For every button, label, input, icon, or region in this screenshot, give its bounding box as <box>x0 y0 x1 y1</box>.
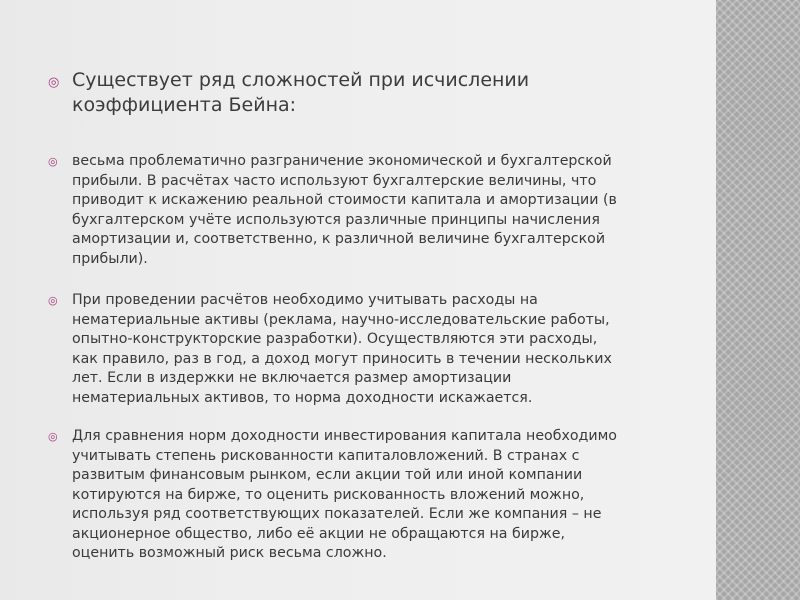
bullet-text-3: Для сравнения норм доходности инвестирования капитала необходимо учитывать степень рискованности капиталовложений. В странах с развитым финансовым рынком, если акции той или иной компании котируются на бирже, то оценить рискованность вложений можно, используя ряд соответствующих показателей. Если же компания – не акционерное общество, либо её акции не обращаются на бирже, оценить возможный риск весьма сложно. <box>72 428 617 561</box>
bullet-icon: ◎ <box>48 294 58 307</box>
bullet-text-1: весьма проблематично разграничение экономической и бухгалтерской прибыли. В расчётах часто используют бухгалтерские величины, что приводит к искажению реальной стоимости капитала и амортизации (в бухгалтерском учёте используются различные принципы начисления амортизации и, соответственно, к различной величине бухгалтерской прибыли). <box>72 153 617 267</box>
slide-heading: Существует ряд сложностей при исчислении коэффициента Бейна: <box>72 69 530 116</box>
bullet-item-3 <box>48 427 692 564</box>
bullet-icon: ◎ <box>48 75 60 90</box>
decorative-side-panel <box>716 0 800 600</box>
bullet-icon: ◎ <box>48 155 58 168</box>
heading-bullet-item <box>48 68 672 118</box>
bullet-item-2 <box>48 291 692 408</box>
bullet-icon: ◎ <box>48 430 58 443</box>
bullet-text-2: При проведении расчётов необходимо учитывать расходы на нематериальные активы (реклама, научно-исследовательские работы, опытно-конструкторские разработки). Осуществляются эти расходы, как правило, раз в год, а доход могут приносить в течении нескольких лет. Если в издержки не включается размер амортизации нематериальных активов, то норма доходности искажается. <box>72 292 612 406</box>
bullet-item-1 <box>48 152 692 269</box>
